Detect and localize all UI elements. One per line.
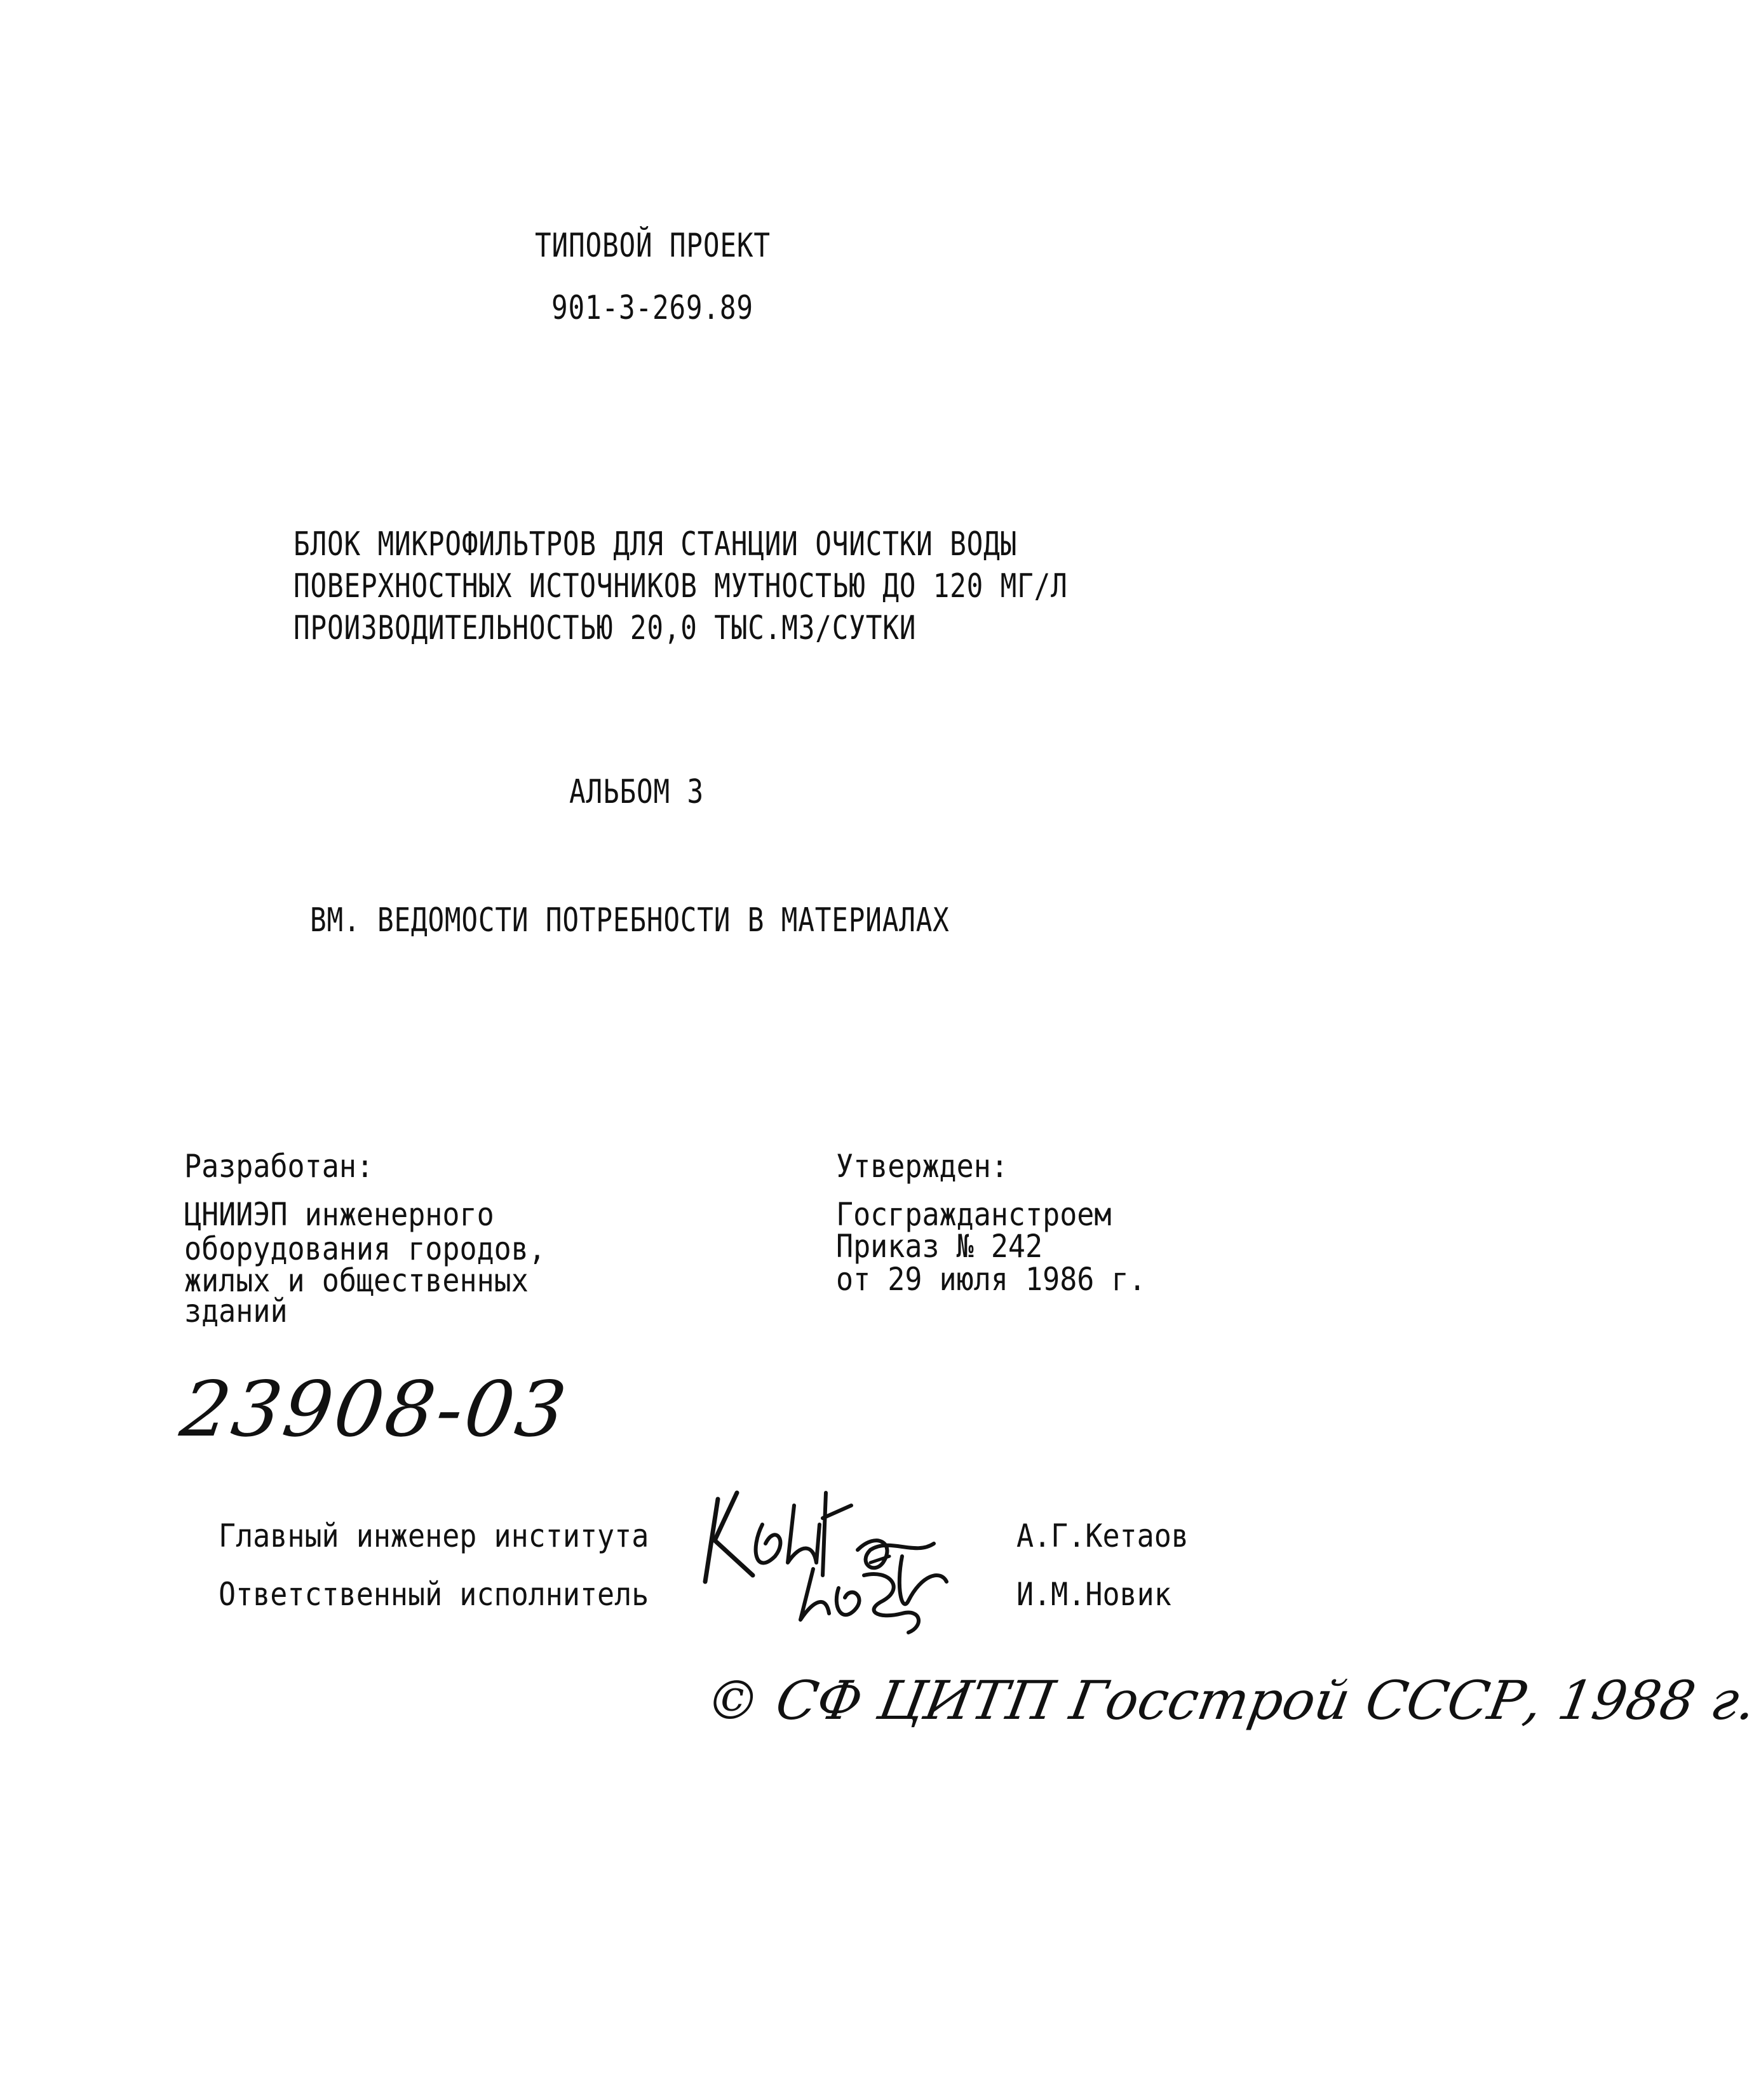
copyright-note: © СФ ЦИТП Госстрой СССР, 1988 г. — [701, 1669, 1761, 1732]
signature-name-1: А.Г.Кетаов — [1016, 1518, 1189, 1554]
section-label: ВМ. ВЕДОМОСТИ ПОТРЕБНОСТИ В МАТЕРИАЛАХ — [310, 901, 950, 939]
developed-line-4: зданий — [184, 1293, 288, 1329]
approved-line-1: Госгражданстроем — [836, 1196, 1112, 1233]
title-line-3: ПРОИЗВОДИТЕЛЬНОСТЬЮ 20,0 ТЫС.М3/СУТКИ — [294, 609, 917, 647]
project-type: ТИПОВОЙ ПРОЕКТ — [535, 227, 771, 265]
developed-heading: Разработан: — [184, 1148, 374, 1185]
approved-line-3: от 29 июля 1986 г. — [836, 1261, 1146, 1298]
developed-line-1: ЦНИИЭП инженерного — [184, 1196, 494, 1233]
title-line-2: ПОВЕРХНОСТНЫХ ИСТОЧНИКОВ МУТНОСТЬЮ ДО 120 МГ/Л — [294, 567, 1068, 605]
approved-heading: Утвержден: — [836, 1148, 1008, 1185]
inventory-number: 23908-03 — [175, 1366, 574, 1454]
album-label: АЛЬБОМ 3 — [569, 773, 704, 811]
signature-role-2: Ответственный исполнитель — [219, 1576, 649, 1613]
developed-line-2: оборудования городов, — [184, 1230, 546, 1267]
signature-novik — [794, 1550, 934, 1639]
project-number: 901-3-269.89 — [551, 289, 753, 327]
developed-line-3: жилых и общественных — [184, 1262, 529, 1299]
approved-line-2: Приказ № 242 — [836, 1228, 1043, 1265]
signature-role-1: Главный инженер института — [219, 1518, 649, 1554]
title-line-1: БЛОК МИКРОФИЛЬТРОВ ДЛЯ СТАНЦИИ ОЧИСТКИ ВОДЫ — [294, 525, 1018, 563]
signature-name-2: И.М.Новик — [1016, 1576, 1171, 1613]
